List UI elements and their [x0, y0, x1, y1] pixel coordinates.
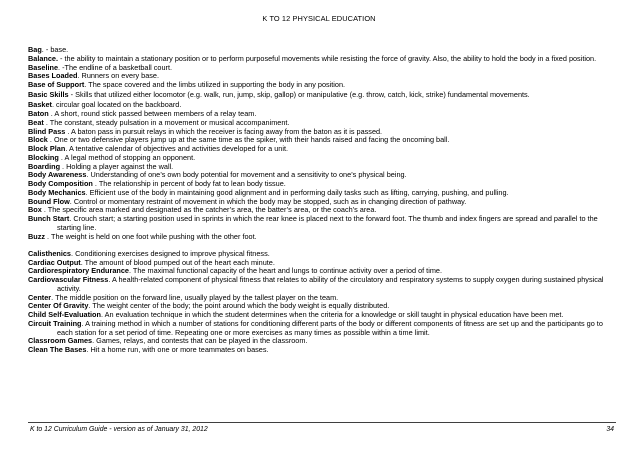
glossary-separator: . [47, 135, 54, 145]
glossary-definition: A health-related component of physical fitness that relates to ability of the circulatory and respiratory systems to supply oxygen during sustained physical activity. [57, 275, 604, 293]
glossary-definition: Control or momentary restraint of movement in which the body may be stopped, such as in changing direction of pathway. [73, 196, 467, 206]
glossary-term: Bunch Start [28, 214, 70, 224]
glossary-term: Base of Support [28, 80, 85, 89]
glossary-term: Block [28, 135, 48, 145]
glossary-separator: . [48, 109, 55, 119]
glossary-definition: A tentative calendar of objectives and activities developed for a unit. [68, 144, 289, 154]
glossary-entry [28, 91, 618, 100]
glossary-definition: A short, round stick passed between members of a relay team. [54, 109, 257, 119]
glossary-definition: base. [50, 45, 69, 54]
glossary-definition: The endline of a basketball court. [64, 62, 173, 72]
glossary-definition: A baton pass in pursuit relays in which the receiver is facing away from the baton as it is passed. [71, 126, 383, 136]
glossary-definition: The specific area marked and designated as the catcher’s area, the batter’s area, or the coach’s area. [47, 205, 377, 215]
glossary-term: Body Mechanics [28, 187, 86, 197]
glossary-term: Basket [28, 100, 52, 110]
glossary-separator: . - [41, 45, 51, 54]
glossary-term: Beat [28, 117, 44, 127]
glossary-term: Bag [28, 45, 42, 54]
glossary-term: Block Plan [28, 144, 66, 154]
glossary-definition: A training method in which a number of stations for conditioning different parts of the body or different components of fitness are set up and the participants go to each station for a set period of time. Repeating one or more exercises as many times as possible within a time limit. [57, 318, 603, 337]
glossary-term: Cardiovascular Fitness [28, 275, 109, 285]
glossary-definition: Games, relays, and contests that can be played in the classroom. [96, 336, 308, 346]
glossary-separator: . [60, 161, 67, 171]
glossary-separator: . [86, 170, 91, 180]
page-header-title: K TO 12 PHYSICAL EDUCATION [262, 14, 376, 23]
glossary-entry [28, 276, 618, 294]
glossary-term: Cardiac Output [28, 257, 81, 267]
glossary-separator: . [51, 292, 56, 302]
glossary-term: Bound Flow [28, 196, 70, 206]
glossary-term: Clean The Bases [28, 345, 87, 355]
page-number: 34 [606, 426, 614, 433]
glossary-term: Bases Loaded [28, 71, 78, 81]
glossary-entry [28, 320, 618, 338]
glossary-separator: . [69, 196, 74, 206]
glossary-term: Center [28, 292, 52, 302]
glossary-definition: The space covered and the limbs utilized in supporting the body in any position. [88, 80, 346, 89]
glossary-entry [28, 233, 618, 242]
glossary-term: Buzz [28, 231, 46, 241]
glossary-separator: . [108, 275, 112, 285]
glossary-separator: . [128, 266, 133, 276]
glossary-separator: . [80, 257, 85, 267]
glossary-separator: . [81, 318, 86, 328]
glossary-definition: Conditioning exercises designed to improve physical fitness. [75, 248, 270, 258]
glossary-definition: Holding a player against the wall. [66, 161, 174, 171]
glossary-separator: . [100, 310, 105, 320]
glossary-separator: . - [58, 62, 65, 72]
glossary-entry [28, 215, 618, 233]
glossary-definition: The middle position on the forward line, usually played by the tallest player on the team. [55, 292, 339, 302]
glossary-term: Calisthenics [28, 248, 71, 258]
glossary-definition: the ability to maintain a stationary position or to perform purposeful movements while resisting the force of gravity. Also, the ability to hold the body in a fixed position. [64, 53, 597, 63]
glossary-term: Baseline [28, 62, 59, 72]
glossary-body [28, 46, 618, 355]
glossary-term: Body Composition [28, 179, 93, 189]
glossary-definition: Runners on every base. [81, 71, 160, 81]
glossary-definition: Understanding of one’s own body potential for movement and a sensitivity to one’s physical being. [90, 170, 407, 180]
footer-divider [28, 422, 616, 423]
glossary-definition: One or two defensive players jump up at the same time as the spiker, with their hands raised and facing the oncoming ball. [53, 135, 450, 145]
glossary-term: Balance. [28, 53, 59, 63]
glossary-term: Blind Pass [28, 126, 66, 136]
glossary-term: Baton [28, 109, 49, 119]
glossary-separator: . [88, 301, 93, 311]
glossary-definition: Crouch start; a starting position used in sprints in which the rear knee is placed next to the forward foot. The thumb and index fingers are spread and parallel to the starting line. [57, 214, 598, 232]
glossary-definition: The maximal functional capacity of the heart and lungs to continue activity over a period of time. [132, 266, 442, 276]
glossary-definition: The constant, steady pulsation in a movement or musical accompaniment. [49, 117, 290, 127]
glossary-separator: - [68, 90, 76, 100]
glossary-separator: . [43, 117, 50, 127]
glossary-definition: An evaluation technique in which the student determines when the criteria for a knowledge or skill taught in physical education have been met. [104, 310, 564, 320]
glossary-term: Center Of Gravity [28, 301, 89, 311]
glossary-term: Circuit Training [28, 318, 82, 328]
glossary-definition: The amount of blood pumped out of the heart each minute. [84, 257, 275, 267]
glossary-term: Box [28, 205, 42, 215]
glossary-term: Child Self-Evaluation [28, 310, 101, 320]
glossary-separator: - [58, 53, 65, 63]
glossary-separator: . [86, 345, 91, 355]
glossary-separator: . [85, 187, 90, 197]
glossary-separator: . [92, 336, 97, 346]
glossary-separator: . [77, 71, 82, 81]
glossary-separator: . [65, 126, 71, 136]
glossary-term: Boarding [28, 161, 61, 171]
glossary-definition: The relationship in percent of body fat to lean body tissue. [98, 179, 286, 189]
glossary-separator: . [41, 205, 48, 215]
glossary-term: Blocking [28, 152, 59, 162]
glossary-separator: . [71, 248, 76, 258]
glossary-separator: . [84, 80, 89, 89]
glossary-term: Cardiorespiratory Endurance [28, 266, 129, 276]
glossary-separator: . [69, 214, 74, 224]
glossary-term: Basic Skills [28, 90, 69, 100]
glossary-separator: . [45, 231, 51, 241]
glossary-term: Classroom Games [28, 336, 93, 346]
glossary-definition: Hit a home run, with one or more teammates on bases. [90, 345, 269, 355]
glossary-definition: The weight is held on one foot while pushing with the other foot. [50, 231, 257, 241]
glossary-definition: A legal method of stopping an opponent. [64, 152, 196, 162]
glossary-definition: Skills that utilized either locomotor (e.g. walk, run, jump, skip, gallop) or manipulative (e.g. throw, catch, kick, strike) fundamental movements. [75, 90, 530, 100]
glossary-separator: . [92, 179, 99, 189]
footer-guide-version: K to 12 Curriculum Guide - version as of January 31, 2012 [30, 426, 208, 433]
glossary-term: Body Awareness [28, 170, 87, 180]
glossary-definition: The weight center of the body; the point around which the body weight is equally distributed. [92, 301, 390, 311]
glossary-entry [28, 81, 618, 90]
glossary-separator: . [58, 152, 65, 162]
glossary-separator: . [51, 100, 56, 110]
glossary-separator: . [65, 144, 69, 154]
glossary-definition: circular goal located on the backboard. [56, 100, 182, 110]
glossary-definition: Efficient use of the body in maintaining good alignment and in performing daily tasks such as lifting, carrying, pushing, and pulling. [89, 187, 509, 197]
glossary-entry [28, 346, 618, 355]
